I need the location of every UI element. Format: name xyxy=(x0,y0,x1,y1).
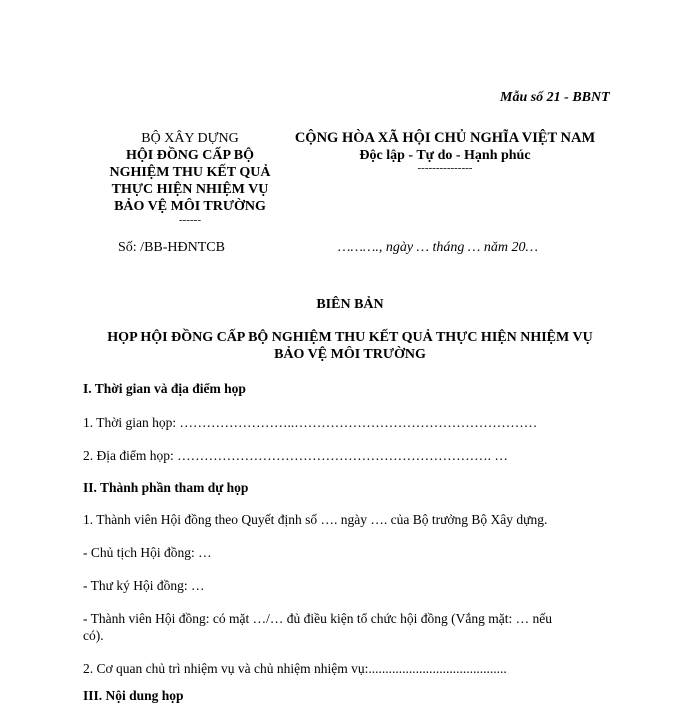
section-2-heading: II. Thành phần tham dự họp xyxy=(83,480,249,495)
council-attendance-line-1: - Thành viên Hội đồng: có mặt …/… đủ điều kiện tổ chức hội đồng (Vắng mặt: … nếu xyxy=(83,611,552,626)
council-line-3: THỰC HIỆN NHIỆM VỤ xyxy=(111,182,269,197)
ministry-name: BỘ XÂY DỰNG xyxy=(141,131,239,146)
date-line: ………., ngày … tháng … năm 20… xyxy=(338,240,538,255)
document-title: BIÊN BẢN xyxy=(316,297,384,312)
host-agency-line: 2. Cơ quan chủ trì nhiệm vụ và chủ nhiệm nhiệm vụ:......................................... xyxy=(83,661,507,676)
council-chair-line: - Chủ tịch Hội đồng: … xyxy=(83,545,212,560)
document-number: Số: /BB-HĐNTCB xyxy=(118,240,225,255)
document-subtitle-line-1: HỌP HỘI ĐỒNG CẤP BỘ NGHIỆM THU KẾT QUẢ THỰC HIỆN NHIỆM VỤ xyxy=(107,330,593,345)
council-line-2: NGHIỆM THU KẾT QUẢ xyxy=(109,165,271,180)
meeting-time-line: 1. Thời gian họp: ……………………..……………………………………………… xyxy=(83,415,538,430)
form-number: Mẫu số 21 - BBNT xyxy=(500,90,610,105)
council-line-4: BẢO VỆ MÔI TRƯỜNG xyxy=(114,199,266,214)
council-secretary-line: - Thư ký Hội đồng: … xyxy=(83,578,205,593)
meeting-location-line: 2. Địa điểm họp: ……………………………………………………………. … xyxy=(83,448,508,463)
document-subtitle-line-2: BẢO VỆ MÔI TRƯỜNG xyxy=(274,347,426,362)
right-divider: --------------- xyxy=(417,162,473,174)
council-members-decision: 1. Thành viên Hội đồng theo Quyết định số …. ngày …. của Bộ trưởng Bộ Xây dựng. xyxy=(83,512,548,527)
council-line-1: HỘI ĐỒNG CẤP BỘ xyxy=(126,148,254,163)
national-motto: Độc lập - Tự do - Hạnh phúc xyxy=(359,148,531,163)
section-3-heading: III. Nội dung họp xyxy=(83,688,184,703)
section-1-heading: I. Thời gian và địa điểm họp xyxy=(83,381,246,396)
council-attendance-line-2: có). xyxy=(83,628,104,643)
country-name: CỘNG HÒA XÃ HỘI CHỦ NGHĨA VIỆT NAM xyxy=(294,130,596,146)
left-divider: ------ xyxy=(179,214,201,226)
